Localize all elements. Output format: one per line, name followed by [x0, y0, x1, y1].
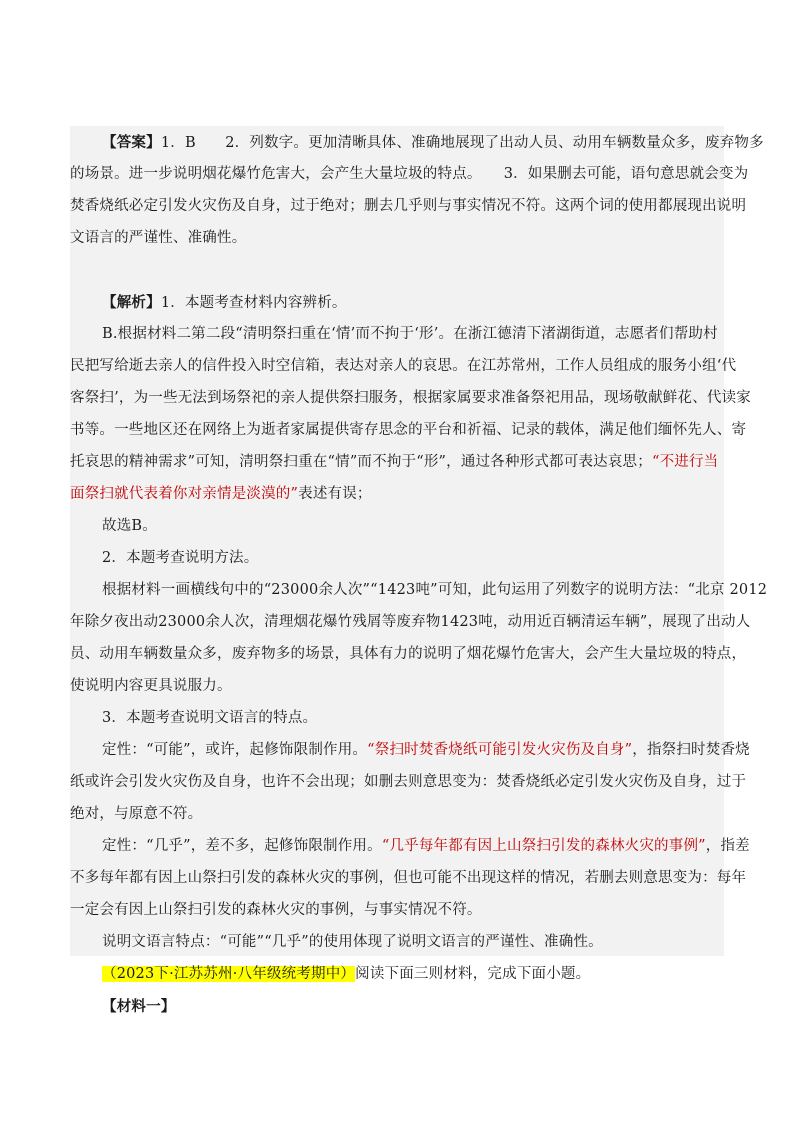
material-heading: 【材料一】	[102, 998, 176, 1015]
analysis-d3: 绝对，与原意不符。	[70, 806, 203, 822]
source-highlight: （2023下·江苏苏州·八年级统考期中）	[102, 966, 356, 982]
answer-tag: 【答案】	[102, 134, 161, 151]
next-question-line	[102, 958, 756, 991]
answer-line-4: 文语言的严谨性、准确性。	[70, 230, 247, 246]
analysis-c3: 员、动用车辆数量众多，废弃物多的场景，具体有力的说明了烟花爆竹危害大，会产生大量垃圾的特点，	[70, 646, 747, 662]
analysis-d2: 纸或许会引发火灾伤及自身，也许不会出现；如删去则意思变为：焚香烧纸必定引发火灾伤及自身，过于	[70, 774, 747, 790]
analysis-t3: 3．本题考查说明文语言的特点。	[102, 710, 318, 726]
analysis-c2: 年除夕夜出动23000余人次，清理烟花爆竹残屑等废弃物1423吨，动用近百辆清运车辆”，展现了出动人	[70, 614, 751, 630]
analysis-b6: 面祭扫就代表着你对亲情是淡漠的”表述有误；	[70, 486, 372, 502]
analysis-t2: 2．本题考查说明方法。	[102, 550, 259, 566]
instruction-text: 阅读下面三则材料，完成下面小题。	[355, 966, 591, 982]
answer-line-1: 【答案】1．B 2．列数字。更加清晰具体、准确地展现了出动人员、动用车辆数量众多，废弃物多	[102, 134, 764, 151]
analysis-b1: B.根据材料二第二段“清明祭扫重在‘情’而不拘于‘形’。在浙江德清下渚湖街道，志愿者们帮助村	[102, 326, 718, 342]
analysis-b7: 故选B。	[102, 518, 157, 534]
analysis-b4: 书等。一些地区还在网络上为逝者家属提供寄存思念的平台和祈福、记录的载体，满足他们缅怀先人、寄	[70, 422, 747, 438]
answer-line-2: 的场景。进一步说明烟花爆竹危害大，会产生大量垃圾的特点。 3．如果删去可能，语句意思就会变为	[70, 166, 749, 182]
answer-line-3: 焚香烧纸必定引发火灾伤及自身，过于绝对；删去几乎则与事实情况不符。这两个词的使用都展现出说明	[70, 198, 747, 214]
analysis-b2: 民把写给逝去亲人的信件投入时空信箱，表达对亲人的哀思。在江苏常州，工作人员组成的服务小组‘代	[70, 358, 737, 374]
analysis-b5: 托哀思的精神需求”可知，清明祭扫重在“情”而不拘于“形”，通过各种形式都可表达哀思；“不进行当	[70, 454, 719, 470]
analysis-c1: 根据材料一画横线句中的“23000余人次”“1423吨”可知，此句运用了列数字的说明方法：“北京 2012	[102, 582, 768, 598]
analysis-d1: 定性：“可能”，或许，起修饰限制作用。“祭扫时焚香烧纸可能引发火灾伤及自身”，指祭扫时焚香烧	[102, 742, 750, 758]
analysis-f1: 说明文语言特点：“可能”“几乎”的使用体现了说明文语言的严谨性、准确性。	[102, 934, 603, 950]
analysis-e3: 一定会有因上山祭扫引发的森林火灾的事例，与事实情况不符。	[70, 902, 482, 918]
analysis-c4: 使说明内容更具说服力。	[70, 678, 232, 694]
analysis-b3: 客祭扫’，为一些无法到场祭祀的亲人提供祭扫服务，根据家属要求准备祭祀用品，现场敬献鲜花、代读家	[70, 390, 752, 406]
analysis-e2: 不多每年都有因上山祭扫引发的森林火灾的事例，但也可能不出现这样的情况，若删去则意思变为：每年	[70, 870, 747, 886]
analysis-e1: 定性：“几乎”，差不多，起修饰限制作用。“几乎每年都有因上山祭扫引发的森林火灾的事例”，指差	[102, 838, 750, 854]
analysis-tag: 【解析】	[102, 294, 161, 311]
analysis-line-title: 【解析】1．本题考查材料内容辨析。	[102, 294, 347, 311]
